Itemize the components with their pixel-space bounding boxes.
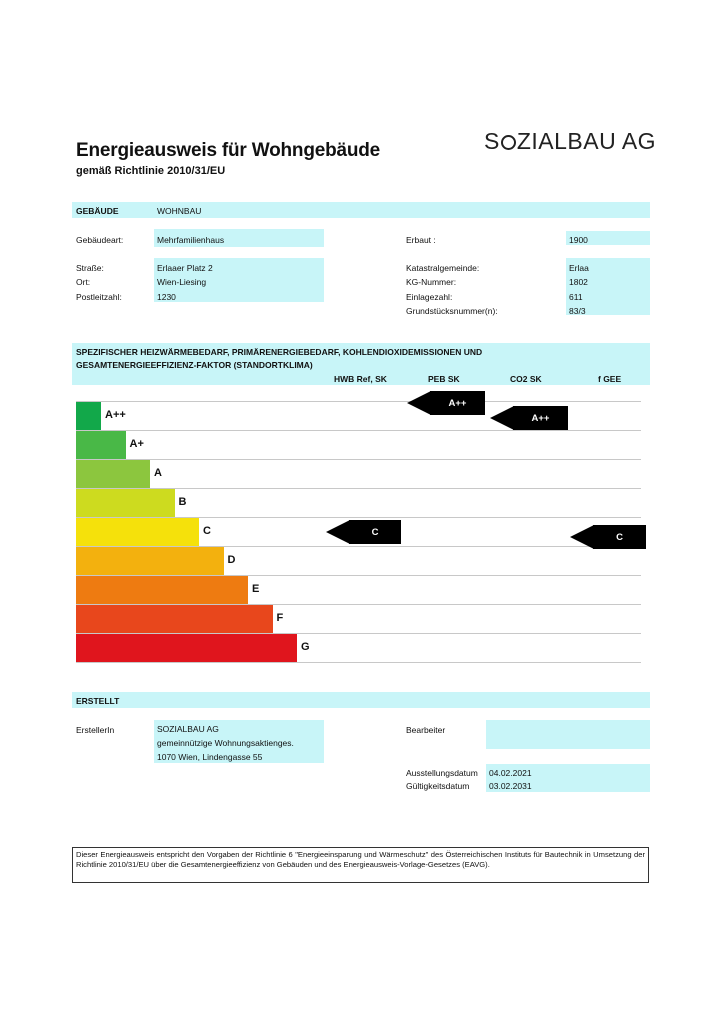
ausstellung-value: 04.02.2021 [489, 768, 532, 778]
katastral-value: Erlaa [569, 263, 589, 273]
strasse-label: Straße: [76, 263, 104, 273]
erbaut-label: Erbaut : [406, 235, 436, 245]
energy-class-label: G [301, 641, 310, 653]
grundstueck-value: 83/3 [569, 306, 586, 316]
energy-class-label: A [154, 467, 162, 479]
energy-class-bar-aplus [76, 431, 126, 459]
arrow-head-icon [490, 406, 514, 430]
energy-class-label: F [276, 612, 284, 624]
energy-class-label: B [178, 496, 187, 508]
gebaeudeart-value: Mehrfamilienhaus [157, 235, 225, 245]
energy-section-line1: SPEZIFISCHER HEIZWÄRMEBEDARF, PRIMÄRENERGIEBEDARF, KOHLENDIOXIDEMISSIONEN UND [76, 347, 483, 357]
energy-class-bar-a [76, 460, 150, 488]
ort-label: Ort: [76, 277, 91, 287]
energy-class-label: A+ [129, 438, 144, 450]
ersteller-line3: 1070 Wien, Lindengasse 55 [157, 752, 263, 762]
arrow-head-icon [407, 391, 431, 415]
strasse-value: Erlaaer Platz 2 [157, 263, 213, 273]
column-peb: PEB SK [428, 374, 460, 384]
katastral-label: Katastralgemeinde: [406, 263, 480, 273]
energy-class-bar-g [76, 634, 297, 662]
rating-arrow-hwb-ref-sk [326, 520, 401, 544]
bearbeiter-label: Bearbeiter [406, 725, 446, 735]
energy-class-label: D [227, 554, 236, 566]
gebaeude-section-value: WOHNBAU [157, 206, 202, 216]
ort-value: Wien-Liesing [157, 277, 207, 287]
kg-value: 1802 [569, 277, 588, 287]
page-subtitle: gemäß Richtlinie 2010/31/EU [76, 165, 226, 177]
erbaut-value: 1900 [569, 235, 588, 245]
energy-class-bar-aplusplus [76, 402, 101, 430]
ersteller-label: ErstellerIn [76, 725, 115, 735]
kg-label: KG-Nummer: [406, 277, 457, 287]
page-title: Energieausweis für Wohngebäude [76, 140, 381, 161]
scale-gridline [76, 662, 641, 663]
gebaeude-section-label: GEBÄUDE [76, 206, 119, 216]
ausstellung-label: Ausstellungsdatum [406, 768, 478, 778]
rating-arrow-label: C [593, 525, 646, 549]
grundstueck-label: Grundstücksnummer(n): [406, 306, 498, 316]
energy-class-bar-f [76, 605, 273, 633]
rating-arrow-label: C [349, 520, 401, 544]
energy-class-label: E [252, 583, 260, 595]
gebaeudeart-label: Gebäudeart: [76, 235, 124, 245]
rating-arrow-label: A++ [513, 406, 568, 430]
rating-arrow-peb-sk [407, 391, 485, 415]
energy-class-label: A++ [105, 409, 126, 421]
logo-circle-icon [501, 135, 516, 150]
scale-gridline [76, 459, 641, 460]
gueltig-value: 03.02.2031 [489, 781, 532, 791]
energy-class-bar-d [76, 547, 224, 575]
erstellt-section-bar [72, 692, 650, 708]
ersteller-line2: gemeinnützige Wohnungsaktienges. [157, 738, 294, 748]
rating-arrow-co2-sk [490, 406, 568, 430]
energy-class-bar-b [76, 489, 175, 517]
column-hwb: HWB Ref, SK [334, 374, 387, 384]
energy-section-line2: GESAMTENERGIEEFFIZIENZ-FAKTOR (STANDORTKLIMA) [76, 360, 313, 370]
gueltig-label: Gültigkeitsdatum [406, 781, 470, 791]
logo-text-end: ZIALBAU AG [516, 128, 657, 154]
einlagezahl-label: Einlagezahl: [406, 292, 453, 302]
legal-note: Dieser Energieausweis entspricht den Vorgaben der Richtlinie 6 "Energieeinsparung und Wärmeschutz" des Österreichischen Instituts für Bautechnik in Umsetzung der Richtlinie 2010/31/EU über die Gesamtenergieeffizienz von Gebäuden und des Energieausweis-Vorlage-Gesetzes (EAVG). [72, 847, 649, 883]
rating-arrow-label: A++ [430, 391, 485, 415]
energy-class-bar-e [76, 576, 248, 604]
bearbeiter-field [486, 720, 650, 749]
energy-class-bar-c [76, 518, 199, 546]
column-fgee: f GEE [598, 374, 622, 384]
energy-class-label: C [203, 525, 211, 537]
scale-gridline [76, 401, 641, 402]
sozialbau-logo [484, 128, 656, 155]
erstellt-section-label: ERSTELLT [76, 696, 120, 706]
scale-gridline [76, 430, 641, 431]
ersteller-line1: SOZIALBAU AG [157, 724, 219, 734]
einlagezahl-value: 611 [569, 292, 583, 302]
logo-text-start: S [484, 128, 500, 154]
rating-arrow-f-gee [570, 525, 646, 549]
arrow-head-icon [326, 520, 350, 544]
plz-label: Postleitzahl: [76, 292, 122, 302]
plz-value: 1230 [157, 292, 176, 302]
column-co2: CO2 SK [510, 374, 542, 384]
arrow-head-icon [570, 525, 594, 549]
